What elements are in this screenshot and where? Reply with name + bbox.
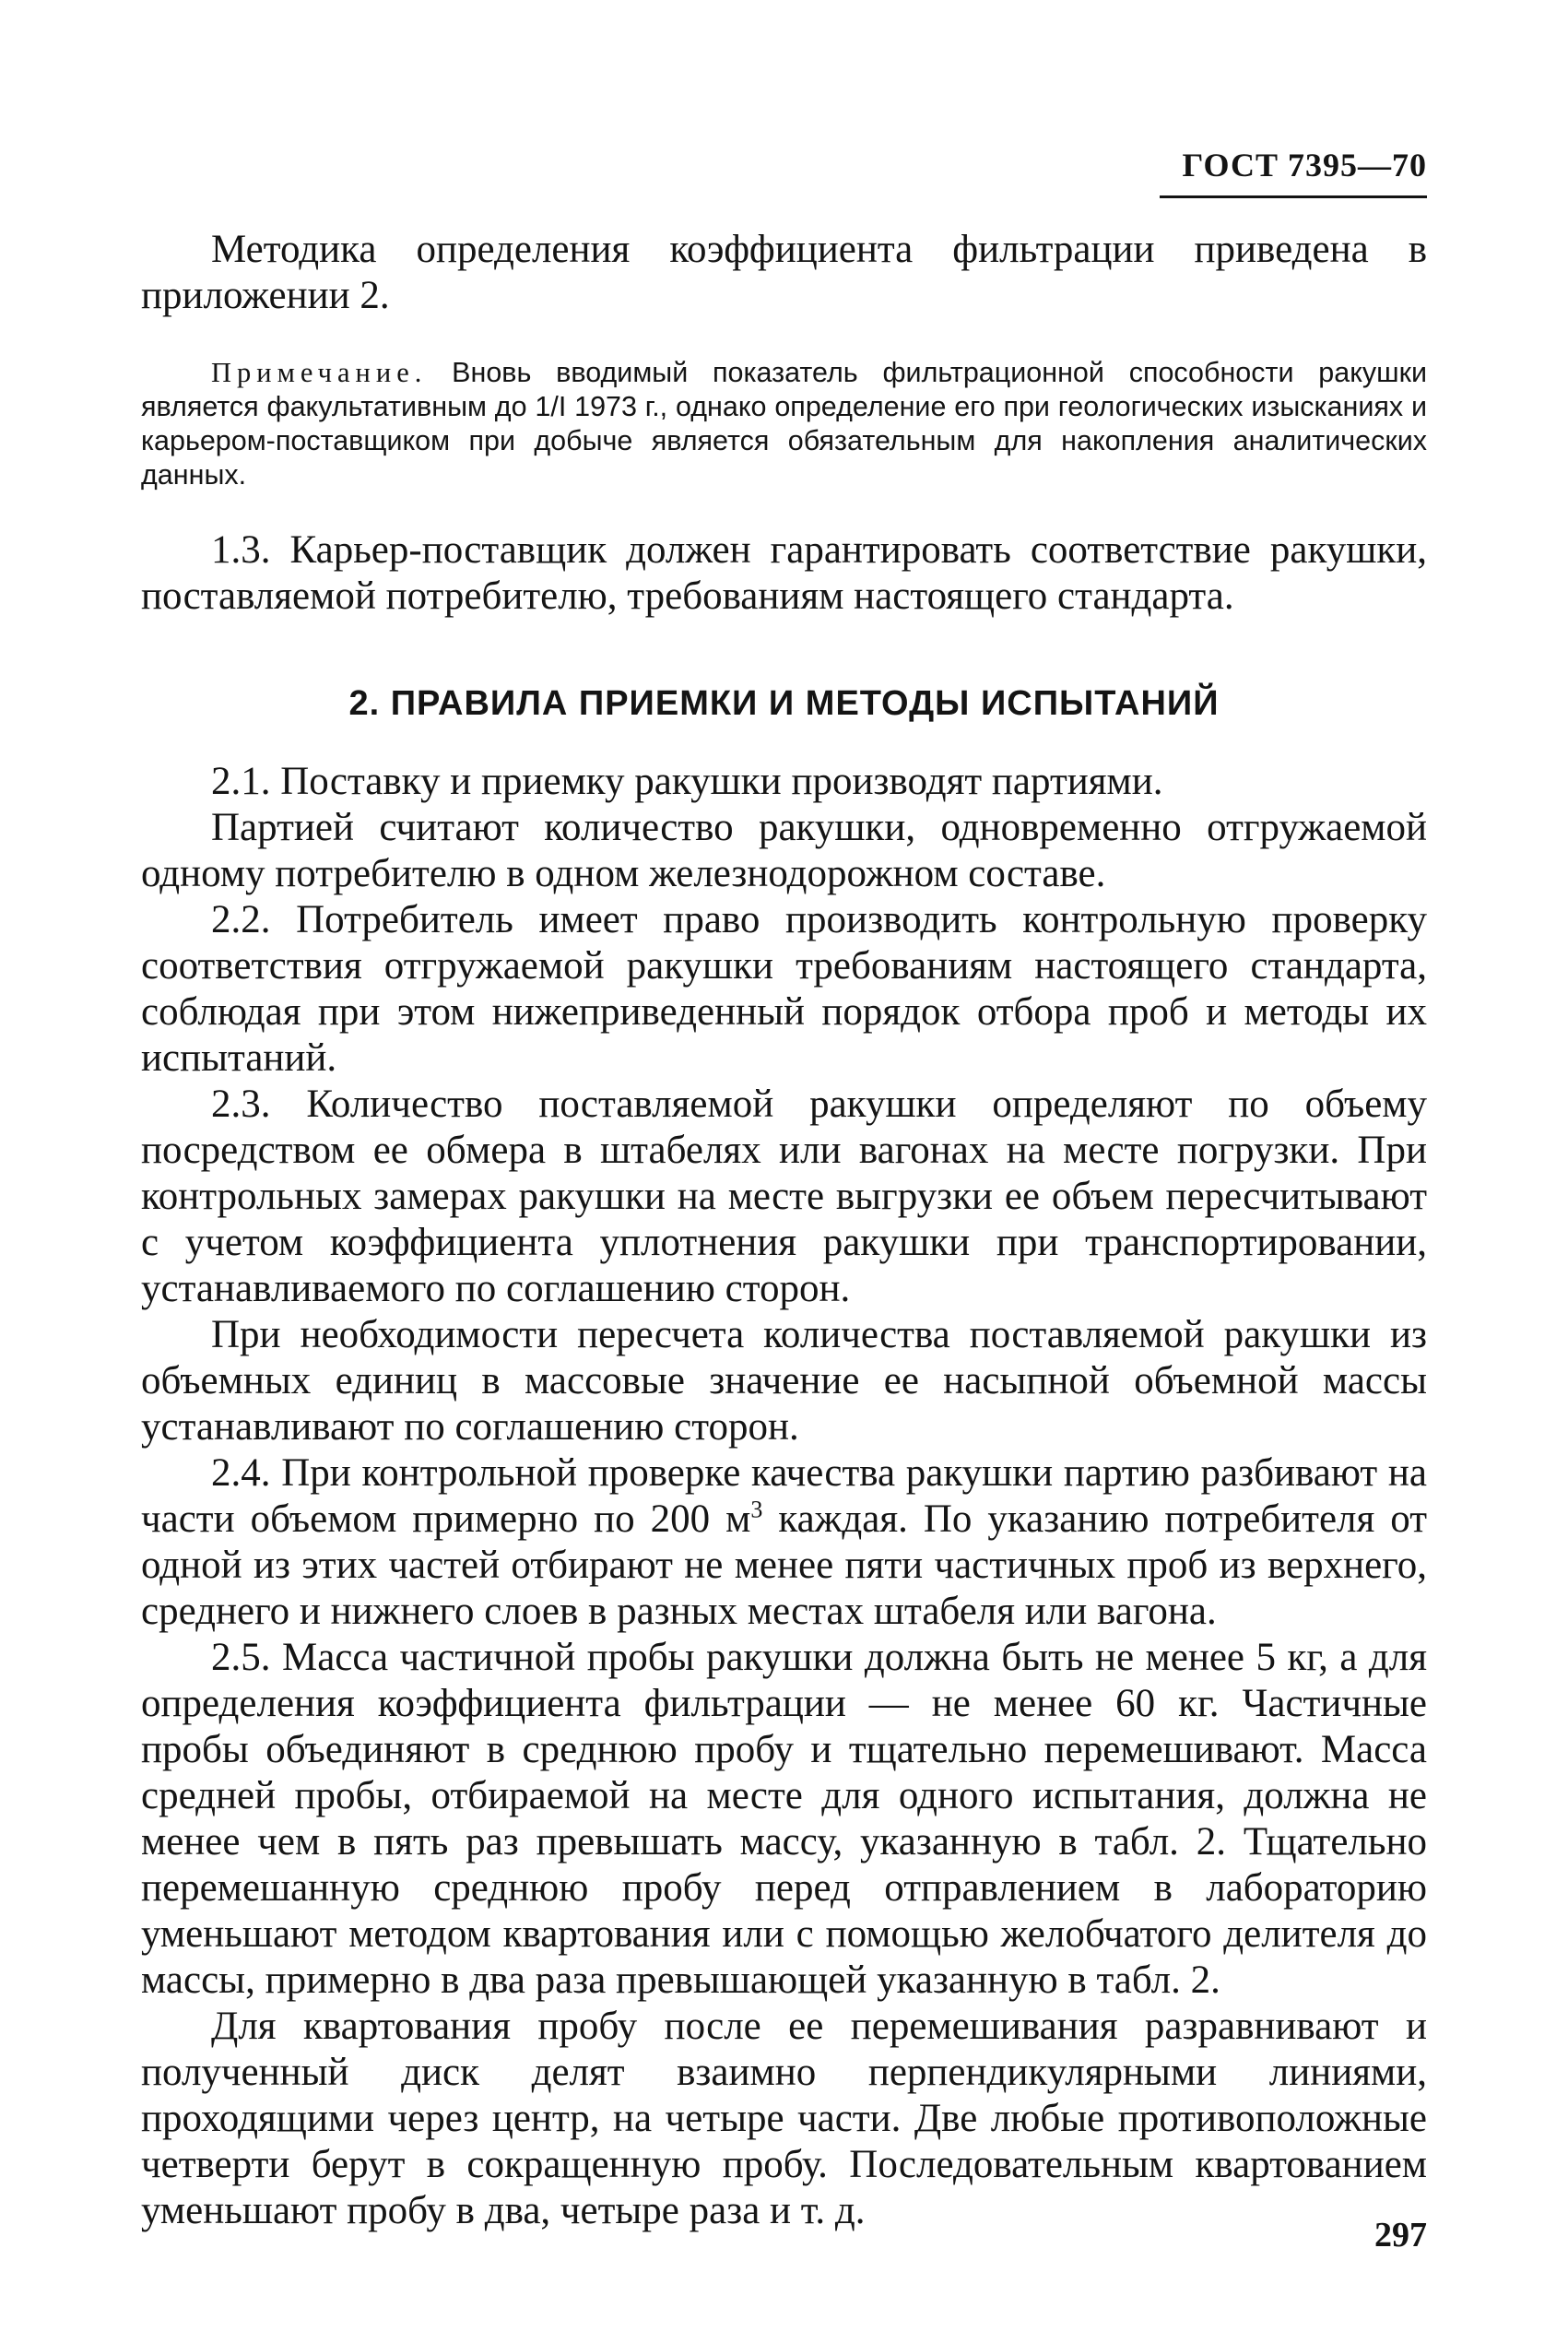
note-text: Вновь вводимый показатель фильтрационной способности ракушки является факультативным до 1/I 1973 г., однако определение его при геологических изысканиях и карьером-поставщиком при добыче является обязательным для накопления аналитических данных.: [141, 357, 1427, 491]
document-body: [141, 227, 1427, 2234]
paragraph-2-4: [141, 1450, 1427, 1635]
paragraph-1-3: 1.3. Карьер-поставщик должен гарантировать соответствие ракушки, поставляемой потребителю, требованиям настоящего стандарта.: [141, 528, 1427, 618]
paragraph-2-5: 2.5. Масса частичной пробы ракушки должна быть не менее 5 кг, а для определения коэффициента фильтрации — не менее 60 кг. Частичные пробы объединяют в среднюю пробу и тщательно перемешивают. Масса средней пробы, отбираемой на месте для одного испытания, должна не менее чем в пять раз превышать массу, указанную в табл. 2. Тщательно перемешанную среднюю пробу перед отправлением в лабораторию уменьшают методом квартования или с помощью желобчатого делителя до массы, примерно в два раза превышающей указанную в табл. 2.: [141, 1636, 1427, 2002]
header-rule: [1160, 195, 1427, 198]
paragraph-2-5-b: Для квартования пробу после ее перемешивания разравнивают и полученный диск делят взаимно перпендикулярными линиями, проходящими через центр, на четыре части. Две любые противоположные четверти берут в сокращенную пробу. Последовательным квартованием уменьшают пробу в два, четыре раза и т. д.: [141, 2005, 1427, 2232]
paragraph-2-1-b: Партией считают количество ракушки, одновременно отгружаемой одному потребителю в одном железнодорожном составе.: [141, 806, 1427, 895]
paragraph-2-1: 2.1. Поставку и приемку ракушки производят партиями.: [211, 760, 1163, 803]
paragraph-2-3-b: При необходимости пересчета количества поставляемой ракушки из объемных единиц в массовые значение ее насыпной объемной массы устанавливают по соглашению сторон.: [141, 1313, 1427, 1449]
cubic-superscript: 3: [750, 1496, 763, 1523]
page-number: 297: [1374, 2216, 1427, 2254]
paragraph-intro: Методика определения коэффициента фильтрации приведена в приложении 2.: [141, 228, 1427, 317]
paragraph-2-3: 2.3. Количество поставляемой ракушки определяют по объему посредством ее обмера в штабелях или вагонах на месте погрузки. При контрольных замерах ракушки на месте выгрузки ее объем пересчитывают с учетом коэффициента уплотнения ракушки при транспортировании, устанавливаемого по соглашению сторон.: [141, 1083, 1427, 1310]
note-block: [141, 356, 1427, 492]
paragraph-2-4-end: каждая. По указанию потребителя от одной из этих частей отбирают не менее пяти частичных проб из верхнего, среднего и нижнего слоев в разных местах штабеля или вагона.: [141, 1497, 1427, 1633]
paragraph-2-2: 2.2. Потребитель имеет право производить контрольную проверку соответствия отгружаемой ракушки требованиям настоящего стандарта, соблюдая при этом нижеприведенный порядок отбора проб и методы их испытаний.: [141, 898, 1427, 1080]
standard-header: ГОСТ 7395—70: [1182, 147, 1427, 183]
section-2-title: 2. ПРАВИЛА ПРИЕМКИ И МЕТОДЫ ИСПЫТАНИЙ: [348, 684, 1220, 723]
paragraph-2-4-start: 2.4. При контрольной проверке качества ракушки партию разбивают на части объемом примерно по 200 м: [141, 1451, 1427, 1541]
note-lead: Примечание.: [211, 357, 428, 388]
